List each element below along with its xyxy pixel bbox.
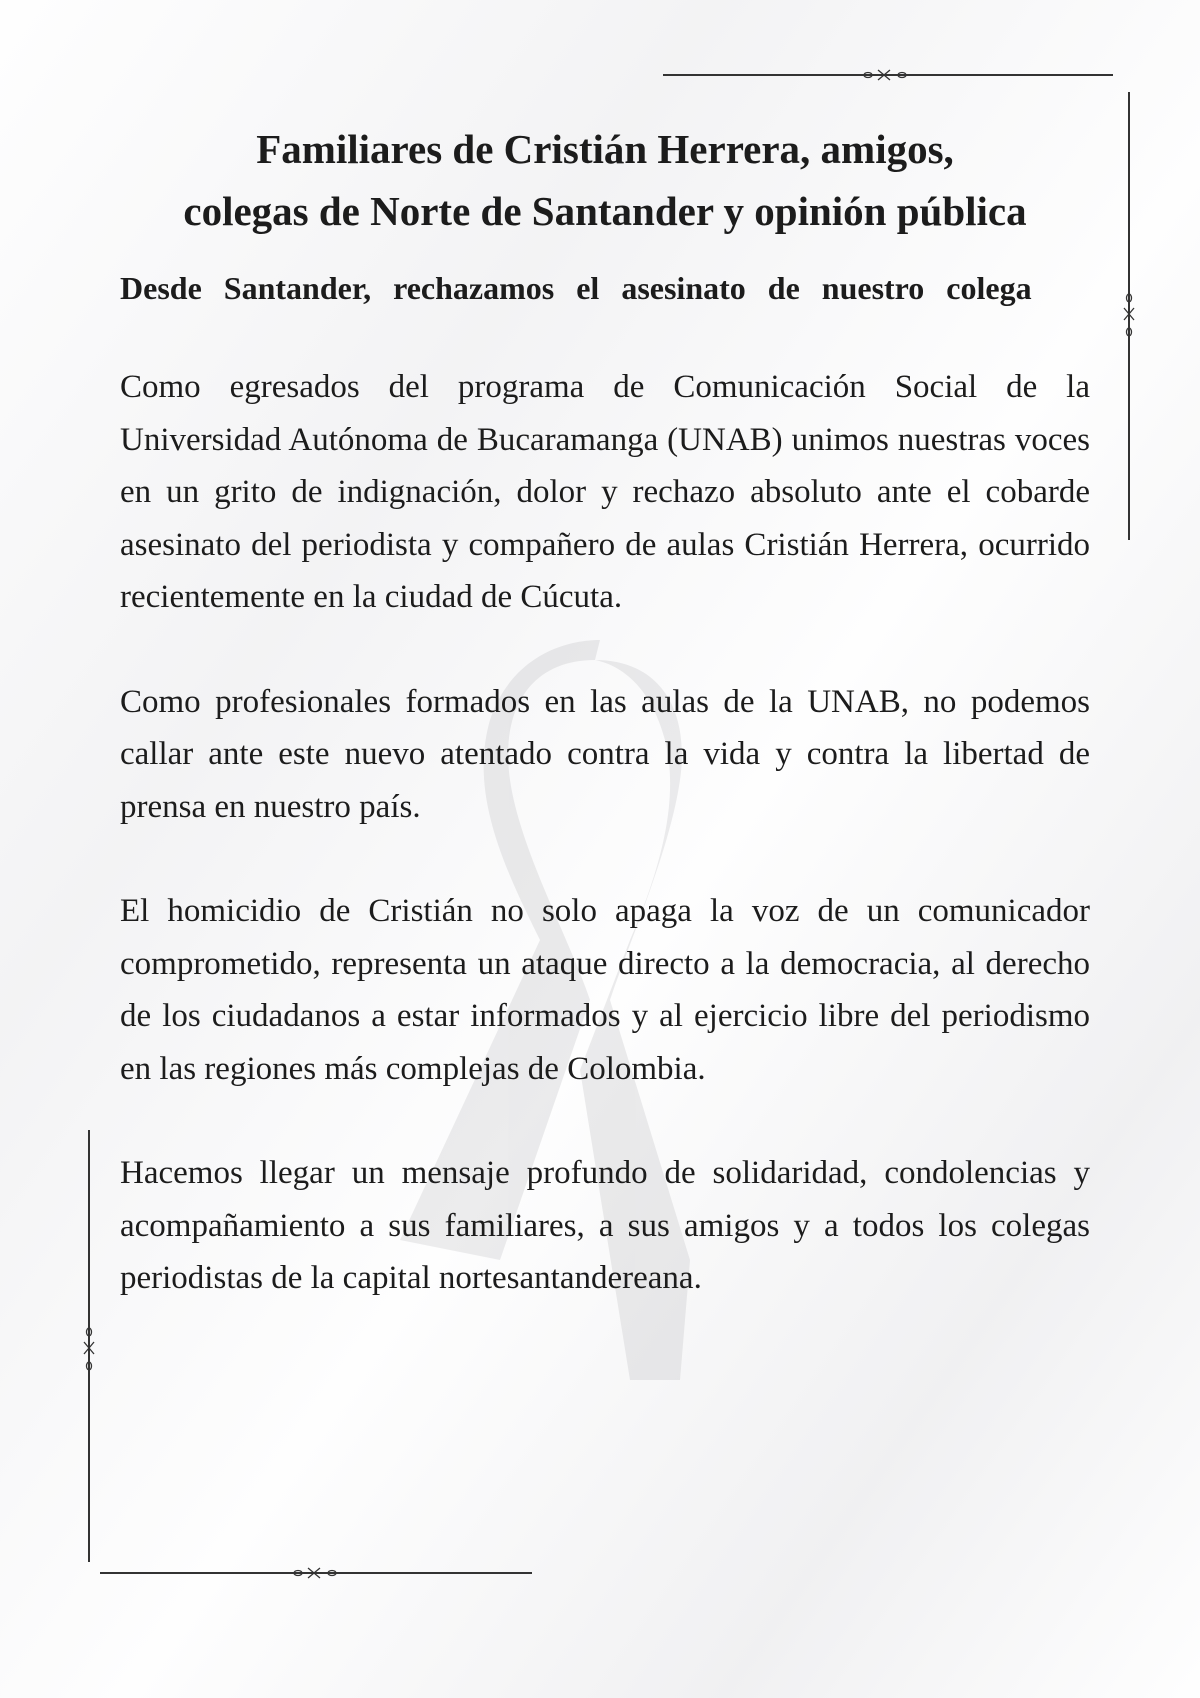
title-line-1: Familiares de Cristián Herrera, amigos,: [256, 126, 954, 172]
scroll-knot-ornament-icon: [862, 68, 908, 82]
paragraph-2: Como profesionales formados en las aulas de la UNAB, no podemos callar ante este nuevo atentado contra la vida y contra la libertad de prensa en nuestro país.: [120, 683, 1090, 825]
title-line-2: colegas de Norte de Santander y opinión pública: [183, 188, 1027, 234]
letter-body: [120, 118, 1090, 1357]
paragraph-3: El homicidio de Cristián no solo apaga la voz de un comunicador comprometido, representa un ataque directo a la democracia, al derecho de los ciudadanos a estar informados y al ejercicio libre del periodismo en las regiones más complejas de Colombia.: [120, 893, 1090, 1087]
scroll-knot-ornament-icon: [292, 1566, 338, 1580]
paragraph-4: Hacemos llegar un mensaje profundo de solidaridad, condolencias y acompañamiento a sus familiares, a sus amigos y a todos los colegas periodistas de la capital nortesantandereana.: [120, 1155, 1090, 1296]
scroll-knot-ornament-icon: [1122, 292, 1136, 338]
page-title: [120, 118, 1090, 242]
paragraph-1: Como egresados del programa de Comunicación Social de la Universidad Autónoma de Bucaramanga (UNAB) unimos nuestras voces en un grito de indignación, dolor y rechazo absoluto ante el cobarde asesinato del periodista y compañero de aulas Cristián Herrera, ocurrido recientemente en la ciudad de Cúcuta.: [120, 369, 1090, 615]
subtitle: Desde Santander, rechazamos el asesinato de nuestro colega: [120, 270, 1032, 306]
scroll-knot-ornament-icon: [82, 1326, 96, 1372]
